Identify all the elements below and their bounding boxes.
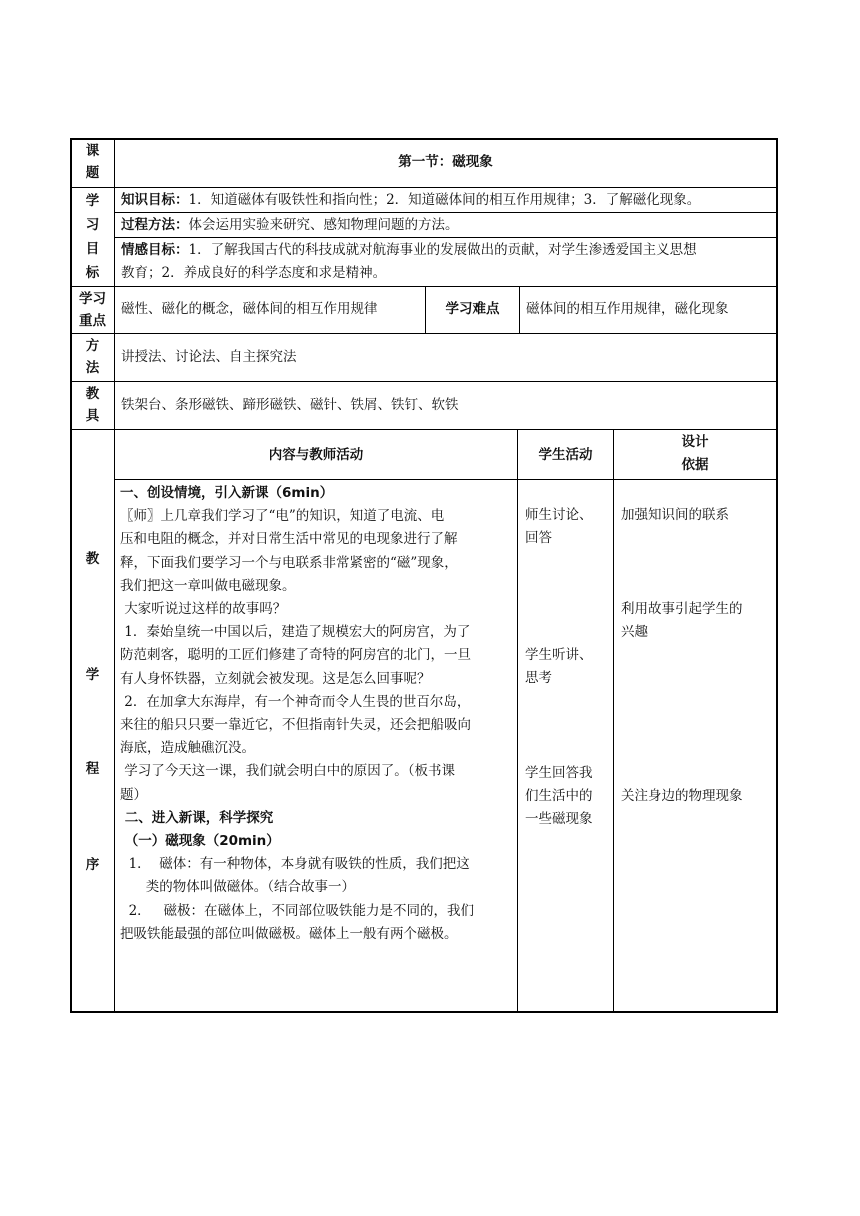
method-text: 讲授法、讨论法、自主探究法 <box>121 349 297 365</box>
content-line: 压和电阻的概念，并对日常生活中常见的电现象进行了解 <box>120 531 458 548</box>
table-bottom-border <box>70 1011 778 1013</box>
design-basis <box>621 598 743 644</box>
focus-label-line: 重点 <box>79 313 106 329</box>
student-activity <box>525 762 593 831</box>
content-line: 类的物体叫做磁体。（结合故事一） <box>120 879 355 896</box>
goal-subdivider <box>114 237 778 238</box>
goals-label-line: 目 <box>85 241 100 257</box>
content-line: 一、创设情境，引入新课（6min） <box>120 485 334 501</box>
content-column-header: 内容与教师活动 <box>268 447 364 463</box>
content-line: 大家听说过这样的故事吗？ <box>120 601 287 617</box>
emotion-goal <box>121 239 697 285</box>
process-label-char: 序 <box>85 857 100 873</box>
label-column-divider <box>114 138 115 1013</box>
table-right-border <box>776 138 778 1013</box>
title-label-line: 课 <box>85 143 100 159</box>
tools-label-line: 教 <box>85 386 100 402</box>
student-activity-line: 学生听讲、 <box>525 647 593 663</box>
content-line: 题） <box>120 786 147 803</box>
basis-column-header <box>614 431 776 477</box>
method-label-line: 法 <box>85 360 100 376</box>
title-label-line: 题 <box>85 165 100 181</box>
content-line: 2． 磁极：在磁体上，不同部位吸铁能力是不同的，我们 <box>120 902 475 919</box>
process-label-char: 学 <box>85 667 100 683</box>
content-line: 我们把这一章叫做电磁现象。 <box>120 577 296 594</box>
design-basis-line: 兴趣 <box>621 624 648 640</box>
design-basis-line: 利用故事引起学生的 <box>621 601 743 617</box>
method-label-line: 方 <box>85 338 100 354</box>
content-line: 1． 磁体：有一种物体，本身就有吸铁的性质，我们把这 <box>120 856 470 873</box>
row-divider <box>70 333 778 334</box>
page-title: 第一节：磁现象 <box>398 154 493 170</box>
goals-label-line: 学 <box>85 193 100 209</box>
goal-subdivider <box>114 212 778 213</box>
knowledge-goal-label: 知识目标： <box>121 192 189 208</box>
process-column-divider <box>517 429 518 1012</box>
content-line: 来往的船只只要一靠近它，不但指南针失灵，还会把船吸向 <box>120 717 471 733</box>
focus-text: 磁性、磁化的概念，磁体间的相互作用规律 <box>121 301 378 317</box>
content-line: 学习了今天这一课，我们就会明白中的原因了。（板书课 <box>120 763 456 780</box>
content-line: （一）磁现象（20min） <box>120 833 280 849</box>
student-activity <box>525 644 593 690</box>
row-divider <box>70 187 778 188</box>
row-divider <box>70 286 778 287</box>
content-line: 释，下面我们要学习一个与电联系非常紧密的“磁”现象， <box>120 554 458 571</box>
content-line: 海底，造成触礁沉没。 <box>120 740 255 757</box>
tools-label <box>71 383 114 427</box>
design-basis-line: 关注身边的物理现象 <box>621 788 743 804</box>
goals-label <box>71 189 114 285</box>
student-activity-line: 学生回答我 <box>525 765 593 781</box>
student-column-header: 学生活动 <box>538 447 593 463</box>
focus-label-line: 学习 <box>79 291 106 307</box>
content-line: 二、进入新课，科学探究 <box>120 809 274 826</box>
basis-header-line: 依据 <box>681 457 709 473</box>
process-header-divider <box>114 479 778 480</box>
content-line: 〖师〗上几章我们学习了“电”的知识，知道了电流、电 <box>120 508 445 525</box>
content-line: 1．秦始皇统一中国以后，建造了规模宏大的阿房宫，为了 <box>120 624 471 641</box>
student-activity-line: 们生活中的 <box>525 788 593 804</box>
difficulty-label: 学习难点 <box>445 301 500 317</box>
design-basis <box>621 785 743 808</box>
student-activity-line: 一些磁现象 <box>525 811 593 827</box>
method-label <box>71 335 114 379</box>
content-line: 有人身怀铁器，立刻就会被发现。这是怎么回事呢？ <box>120 670 431 687</box>
emotion-goal-text: 1．了解我国古代的科技成就对航海事业的发展做出的贡献，对学生渗透爱国主义思想 <box>188 242 697 258</box>
process-label-char: 教 <box>85 551 100 567</box>
process-goal-text: 体会运用实验来研究、感知物理问题的方法。 <box>188 217 459 233</box>
knowledge-goal-text: 1．知道磁体有吸铁性和指向性；2．知道磁体间的相互作用规律；3．了解磁化现象。 <box>188 192 701 208</box>
title-label <box>71 140 114 184</box>
student-activity-line: 思考 <box>525 670 552 686</box>
process-goal <box>121 214 459 237</box>
student-activity-line: 师生讨论、 <box>525 507 593 523</box>
student-activity <box>525 504 593 550</box>
process-label-char: 程 <box>85 761 100 777</box>
focus-label <box>71 288 114 332</box>
goals-label-line: 标 <box>85 265 100 281</box>
tools-text: 铁架台、条形磁铁、蹄形磁铁、磁针、铁屑、铁钉、软铁 <box>121 397 459 413</box>
design-basis <box>621 504 729 527</box>
knowledge-goal <box>121 189 700 212</box>
row-divider <box>70 429 778 430</box>
student-activity-line: 回答 <box>525 530 552 546</box>
content-line: 防范刺客，聪明的工匠们修建了奇特的阿房宫的北门，一旦 <box>120 647 471 664</box>
basis-header-line: 设计 <box>681 434 709 450</box>
row-divider <box>70 381 778 382</box>
table-top-border <box>70 138 778 140</box>
process-column-divider <box>613 429 614 1012</box>
design-basis-line: 加强知识间的联系 <box>621 507 729 523</box>
content-line: 把吸铁能最强的部位叫做磁极。磁体上一般有两个磁极。 <box>120 925 458 942</box>
focus-divider <box>519 286 520 333</box>
content-line: 2．在加拿大东海岸，有一个神奇而令人生畏的世百尔岛， <box>120 693 471 710</box>
emotion-goal-label: 情感目标： <box>121 242 189 258</box>
tools-label-line: 具 <box>85 408 100 424</box>
emotion-goal-text: 教育；2．养成良好的科学态度和求是精神。 <box>121 265 387 281</box>
goals-label-line: 习 <box>85 217 100 233</box>
difficulty-text: 磁体间的相互作用规律，磁化现象 <box>526 301 729 317</box>
process-goal-label: 过程方法： <box>121 217 189 233</box>
